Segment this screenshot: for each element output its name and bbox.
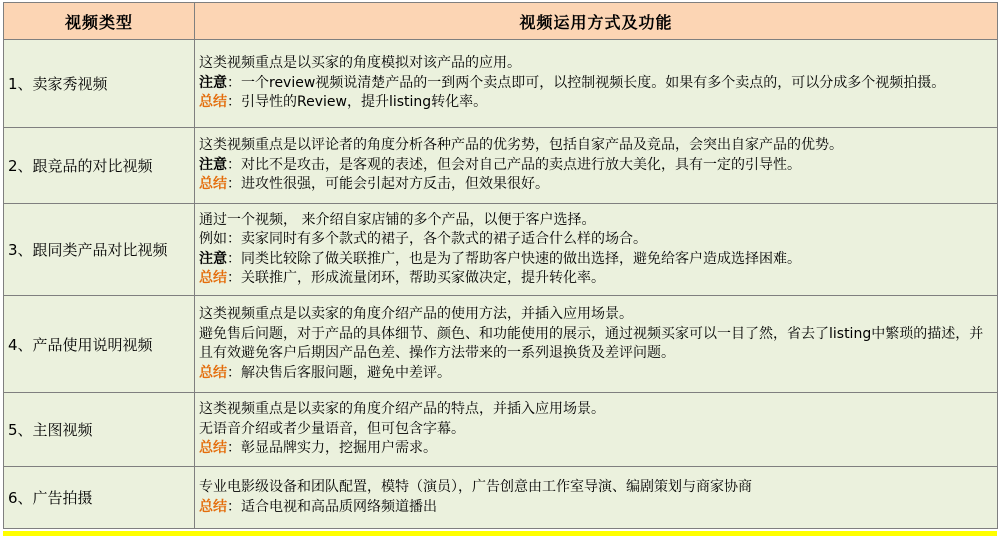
description-line bbox=[199, 420, 993, 440]
description-line bbox=[199, 230, 993, 250]
header-video-type[interactable]: 视频类型 bbox=[4, 3, 195, 40]
note-label: 注意 bbox=[199, 74, 227, 91]
table-row bbox=[4, 467, 998, 529]
video-type-cell[interactable]: 1、卖家秀视频 bbox=[4, 40, 195, 128]
description-line bbox=[199, 211, 993, 231]
description-text: ：同类比较除了做关联推广，也是为了帮助客户快速的做出选择，避免给客户造成选择困难。 bbox=[227, 250, 801, 267]
video-type-cell[interactable]: 6、广告拍摄 bbox=[4, 467, 195, 529]
summary-label: 总结 bbox=[199, 94, 227, 111]
description-text: 无语音介绍或者少量语音，但可包含字幕。 bbox=[199, 420, 465, 437]
description-line bbox=[199, 478, 993, 498]
description-cell[interactable] bbox=[195, 204, 998, 296]
description-line bbox=[199, 364, 993, 384]
note-label: 注意 bbox=[199, 156, 227, 173]
description-line bbox=[199, 439, 993, 459]
video-type-cell[interactable]: 4、产品使用说明视频 bbox=[4, 296, 195, 393]
description-text: ：对比不是攻击，是客观的表述，但会对自己产品的卖点进行放大美化，具有一定的引导性。 bbox=[227, 156, 801, 173]
description-line bbox=[199, 175, 993, 195]
summary-label: 总结 bbox=[199, 440, 227, 457]
description-line bbox=[199, 93, 993, 113]
description-text: 这类视频重点是以买家的角度模拟对该产品的应用。 bbox=[199, 55, 521, 72]
description-text: ：适合电视和高品质网络频道播出 bbox=[227, 498, 437, 515]
description-text: 通过一个视频， 来介绍自家店铺的多个产品，以便于客户选择。 bbox=[199, 211, 596, 228]
description-text: 专业电影级设备和团队配置，模特（演员），广告创意由工作室导演、编剧策划与商家协商 bbox=[199, 479, 752, 495]
bottom-highlight-strip bbox=[3, 531, 997, 536]
description-cell[interactable] bbox=[195, 393, 998, 467]
table-row bbox=[4, 40, 998, 128]
description-line bbox=[199, 400, 993, 420]
description-line bbox=[199, 305, 993, 325]
table-row bbox=[4, 393, 998, 467]
description-text: 避免售后问题，对于产品的具体细节、颜色、和功能使用的展示，通过视频买家可以一目了然，省去了listing中繁琐的描述，并且有效避免客户后期因产品色差、操作方法带来的一系列退换货及差评问题。 bbox=[199, 325, 984, 361]
video-type-cell[interactable]: 3、跟同类产品对比视频 bbox=[4, 204, 195, 296]
description-text: ：解决售后客服问题，避免中差评。 bbox=[227, 364, 451, 381]
table-row bbox=[4, 204, 998, 296]
header-row bbox=[4, 3, 998, 40]
description-text: ：关联推广，形成流量闭环，帮助买家做决定，提升转化率。 bbox=[227, 270, 605, 286]
summary-label: 总结 bbox=[199, 364, 227, 381]
description-cell[interactable] bbox=[195, 128, 998, 204]
description-text: ：引导性的Review，提升listing转化率。 bbox=[227, 94, 488, 111]
table-row bbox=[4, 296, 998, 393]
summary-label: 总结 bbox=[199, 176, 227, 193]
description-line bbox=[199, 325, 993, 364]
video-type-cell[interactable]: 2、跟竞品的对比视频 bbox=[4, 128, 195, 204]
note-label: 注意 bbox=[199, 250, 227, 267]
summary-label: 总结 bbox=[199, 270, 227, 286]
table-body bbox=[4, 40, 998, 529]
description-line bbox=[199, 250, 993, 270]
description-cell[interactable] bbox=[195, 296, 998, 393]
description-line bbox=[199, 156, 993, 176]
description-text: ：一个review视频说清楚产品的一到两个卖点即可，以控制视频长度。如果有多个卖点的，可以分成多个视频拍摄。 bbox=[227, 74, 946, 91]
description-line bbox=[199, 136, 993, 156]
description-text: 这类视频重点是以卖家的角度介绍产品的特点，并插入应用场景。 bbox=[199, 401, 605, 418]
summary-label: 总结 bbox=[199, 498, 227, 515]
description-text: 这类视频重点是以卖家的角度介绍产品的使用方法，并插入应用场景。 bbox=[199, 306, 633, 322]
description-cell[interactable] bbox=[195, 40, 998, 128]
header-usage-function[interactable]: 视频运用方式及功能 bbox=[195, 3, 998, 40]
video-types-table bbox=[3, 2, 998, 529]
description-text: ：进攻性很强，可能会引起对方反击，但效果很好。 bbox=[227, 176, 549, 193]
description-line bbox=[199, 54, 993, 74]
description-cell[interactable] bbox=[195, 467, 998, 529]
table-row bbox=[4, 128, 998, 204]
description-text: ：彰显品牌实力，挖掘用户需求。 bbox=[227, 440, 437, 457]
description-line bbox=[199, 74, 993, 94]
description-text: 这类视频重点是以评论者的角度分析各种产品的优劣势，包括自家产品及竞品，会突出自家产品的优势。 bbox=[199, 137, 843, 154]
description-line bbox=[199, 269, 993, 289]
description-line bbox=[199, 498, 993, 518]
video-type-cell[interactable]: 5、主图视频 bbox=[4, 393, 195, 467]
description-text: 例如：卖家同时有多个款式的裙子，各个款式的裙子适合什么样的场合。 bbox=[199, 231, 647, 247]
